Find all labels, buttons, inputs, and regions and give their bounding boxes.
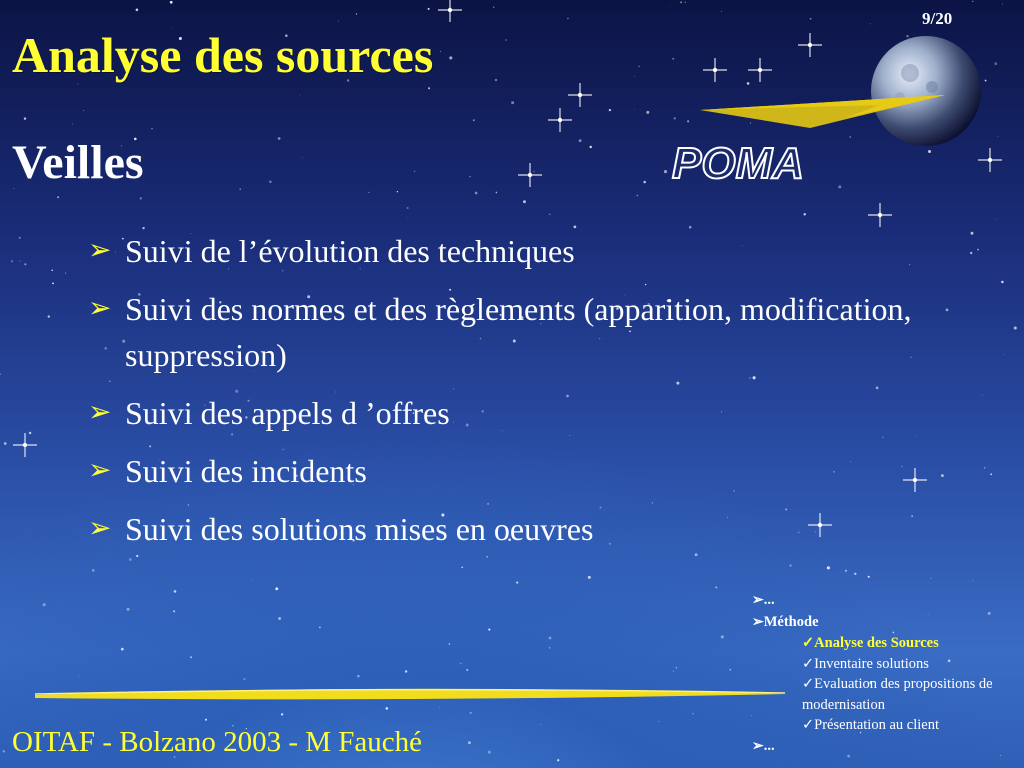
slide-title: Analyse des sources <box>12 27 434 83</box>
arrow-icon: ➢ <box>752 614 764 630</box>
slide-subtitle: Veilles <box>12 136 144 189</box>
check-icon: ✓ <box>802 655 815 672</box>
arrow-icon: ➢ <box>88 455 112 486</box>
yellow-swoosh-divider <box>30 680 790 710</box>
bullet-item: ➢ Suivi de l’évolution des techniques <box>88 228 928 274</box>
nav-item: ✓Inventaire solutions <box>802 655 929 672</box>
check-icon: ✓ <box>802 676 815 692</box>
footer-text: OITAF - Bolzano 2003 - M Fauché <box>12 726 423 758</box>
arrow-icon: ➢ <box>752 593 764 608</box>
nav-section: ➢Méthode <box>752 613 819 630</box>
arrow-icon: ➢ <box>752 738 764 754</box>
bullet-item: ➢ Suivi des incidents <box>88 448 928 494</box>
nav-item: ✓Evaluation des propositions de modernisation <box>802 676 993 713</box>
arrow-icon: ➢ <box>88 235 112 266</box>
bullet-item: ➢ Suivi des appels d ’offres <box>88 390 928 436</box>
bullet-item: ➢ Suivi des solutions mises en oeuvres <box>88 506 928 552</box>
nav-ellipsis-bottom: ➢... <box>752 737 775 754</box>
bullet-item: ➢ Suivi des normes et des règlements (apparition, modification, suppression) <box>88 286 928 378</box>
check-icon: ✓ <box>802 717 815 733</box>
arrow-icon: ➢ <box>88 513 112 544</box>
navigation-outline <box>752 590 1024 757</box>
nav-item-active: ✓Analyse des Sources <box>802 635 939 651</box>
bullet-list <box>88 228 928 564</box>
arrow-icon: ➢ <box>88 293 112 324</box>
page-number: 9/20 <box>922 9 953 28</box>
poma-logo <box>660 80 950 185</box>
check-icon: ✓ <box>802 635 815 651</box>
nav-ellipsis-top: ➢... <box>752 592 775 608</box>
poma-logo-text: POMA <box>672 139 804 185</box>
arrow-icon: ➢ <box>88 397 112 428</box>
nav-item: ✓Présentation au client <box>802 717 939 733</box>
